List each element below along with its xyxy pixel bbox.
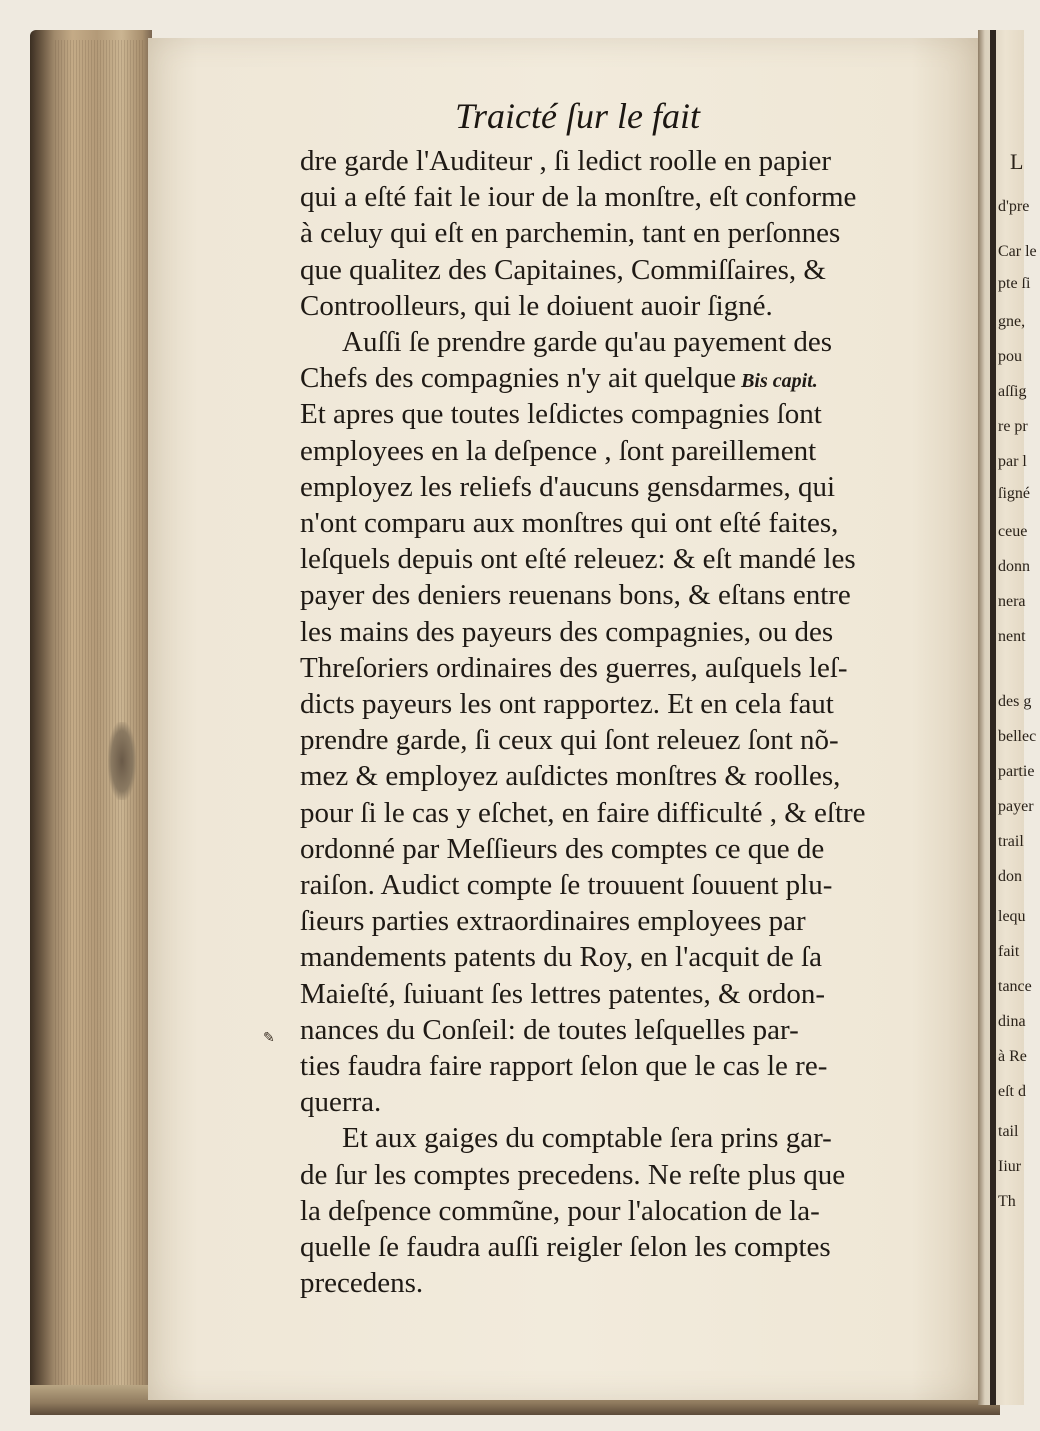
text-line-content: prendre garde, ſi ceux qui ſont releuez ſont nõ-	[300, 724, 839, 757]
text-line-content: les mains des payeurs des compagnies, ou des	[300, 615, 834, 648]
facing-page-fragment: pte ſi	[998, 275, 1031, 292]
text-line-content: ſieurs parties extraordinaires employees par	[300, 905, 806, 938]
text-line	[300, 902, 910, 940]
facing-page-fragment: re pr	[998, 418, 1028, 435]
facing-page-fragment: gne,	[998, 313, 1026, 330]
text-line-content: ties faudra faire rapport ſelon que le cas le re-	[300, 1050, 828, 1082]
text-line	[300, 975, 910, 1013]
text-line	[300, 1083, 910, 1121]
text-line-content: precedens.	[300, 1267, 424, 1300]
facing-page-fragment: eſt d	[998, 1083, 1026, 1100]
facing-page-fragment: trail	[998, 833, 1024, 850]
text-line-content: Maieſté, ſuiuant ſes lettres patentes, & ordon-	[300, 977, 826, 1010]
facing-page-fragment: à Re	[998, 1048, 1027, 1065]
text-line-content: Et apres que toutes leſdictes compagnies ſont	[300, 398, 822, 431]
text-line	[300, 938, 910, 976]
spine-stain	[108, 722, 136, 800]
facing-page-fragment: des g	[998, 693, 1032, 710]
text-line-content: employees en la deſpence , ſont pareillement	[300, 434, 817, 467]
facing-page-fragment: nent	[998, 628, 1026, 645]
facing-page-fragment: nera	[998, 593, 1026, 610]
text-line-content: Auſſi ſe prendre garde qu'au payement des	[342, 326, 832, 358]
text-line-content: la deſpence commũne, pour l'alocation de la-	[300, 1194, 820, 1227]
text-line-content: raiſon. Audict compte ſe trouuent ſouuent plu-	[300, 869, 833, 901]
facing-page-fragment: pou	[998, 348, 1022, 365]
text-line	[342, 323, 910, 361]
text-line-content: mez & employez auſdictes monſtres & roolles,	[300, 760, 841, 793]
text-line-content: qui a eſté fait le iour de la monſtre, eſt conforme	[300, 181, 857, 214]
text-line	[300, 576, 910, 614]
text-line	[342, 1119, 910, 1157]
text-line-content: Controolleurs, qui le doiuent auoir ſigné.	[300, 289, 773, 322]
facing-page-fragment: lequ	[998, 908, 1026, 925]
text-line	[300, 214, 910, 252]
text-line-content: payer des deniers reuenans bons, & eſtans entre	[300, 579, 851, 612]
facing-page-fragment: don	[998, 868, 1022, 885]
text-line	[300, 830, 910, 868]
facing-page-fragment: ſigné	[998, 485, 1030, 502]
text-line	[300, 504, 910, 542]
text-line	[300, 1156, 910, 1194]
text-line-content: à celuy qui eſt en parchemin, tant en perſonnes	[300, 217, 841, 250]
text-line	[300, 395, 910, 433]
text-line	[300, 866, 910, 904]
text-line-content: Chefs des compagnies n'y ait quelque	[300, 362, 737, 395]
text-line	[300, 1192, 910, 1230]
text-line-content: dre garde l'Auditeur , ſi ledict roolle en papier	[300, 145, 832, 177]
facing-page-fragment: tail	[998, 1123, 1019, 1140]
text-line	[300, 1047, 910, 1085]
text-line	[300, 142, 910, 180]
text-line	[300, 1228, 910, 1266]
text-line	[300, 432, 910, 470]
text-line	[300, 794, 910, 832]
text-line	[300, 468, 910, 506]
text-line-content: Et aux gaiges du comptable ſera prins gar-	[342, 1122, 832, 1155]
text-line	[300, 251, 910, 289]
facing-page-fragment: Iiur	[998, 1158, 1022, 1175]
text-line	[300, 540, 910, 578]
text-line-content: n'ont comparu aux monſtres qui ont eſté faites,	[300, 507, 839, 539]
facing-page-fragment: payer	[998, 798, 1034, 815]
text-line-content: Threſoriers ordinaires des guerres, auſquels leſ-	[300, 651, 848, 684]
text-line-content: ordonné par Meſſieurs des comptes ce que de	[300, 832, 825, 865]
facing-page-fragment: Car le	[998, 243, 1037, 260]
facing-page-fragment: partie	[998, 763, 1035, 780]
text-line-content: leſquels depuis ont eſté releuez: & eſt mandé les	[300, 543, 856, 576]
ink-mark: ✎	[263, 1031, 275, 1046]
text-line-content: dicts payeurs les ont rapportez. Et en cela faut	[300, 688, 834, 720]
facing-page-fragment: fait	[998, 943, 1020, 960]
text-line-content: employez les reliefs d'aucuns gensdarmes, qui	[300, 470, 836, 503]
text-line	[300, 287, 910, 325]
facing-page-fragment: aſſig	[998, 383, 1027, 400]
text-line-content: pour ſi le cas y eſchet, en faire difficulté , & eſtre	[300, 796, 866, 829]
text-line	[300, 757, 910, 795]
text-line	[300, 178, 910, 216]
text-line-content: nances du Conſeil: de toutes leſquelles par-	[300, 1013, 799, 1046]
facing-page-fragment: donn	[998, 558, 1030, 575]
text-line	[300, 649, 910, 687]
facing-page-fragment: par l	[998, 453, 1027, 470]
facing-page-fragment: bellec	[998, 728, 1037, 745]
text-line-content: quelle ſe faudra auſſi reigler ſelon les comptes	[300, 1231, 831, 1263]
text-line	[300, 613, 910, 651]
gutter-shadow	[990, 30, 996, 1405]
text-line	[300, 721, 910, 759]
running-header: Traicté ſur le fait	[455, 96, 701, 136]
text-line	[300, 1011, 910, 1049]
facing-page-fragment: d'pre	[998, 198, 1030, 215]
facing-page-fragment: L	[1010, 149, 1024, 174]
text-line-content: que qualitez des Capitaines, Commiſſaires, &	[300, 253, 826, 286]
page-stack-texture	[55, 40, 145, 1390]
text-line	[300, 685, 910, 723]
facing-page-fragment: dina	[998, 1013, 1026, 1030]
facing-page-fragment: Th	[998, 1193, 1016, 1210]
text-line	[300, 359, 910, 397]
text-line-content: querra.	[300, 1086, 382, 1119]
inline-abbreviation: Bis capit.	[736, 370, 818, 393]
text-line-content: mandements patents du Roy, en l'acquit de ſa	[300, 941, 822, 974]
text-line-content: de ſur les comptes precedens. Ne reſte plus que	[300, 1158, 846, 1191]
text-line	[300, 1264, 910, 1302]
facing-page-fragment: ceue	[998, 523, 1028, 540]
facing-page-fragment: tance	[998, 978, 1032, 995]
